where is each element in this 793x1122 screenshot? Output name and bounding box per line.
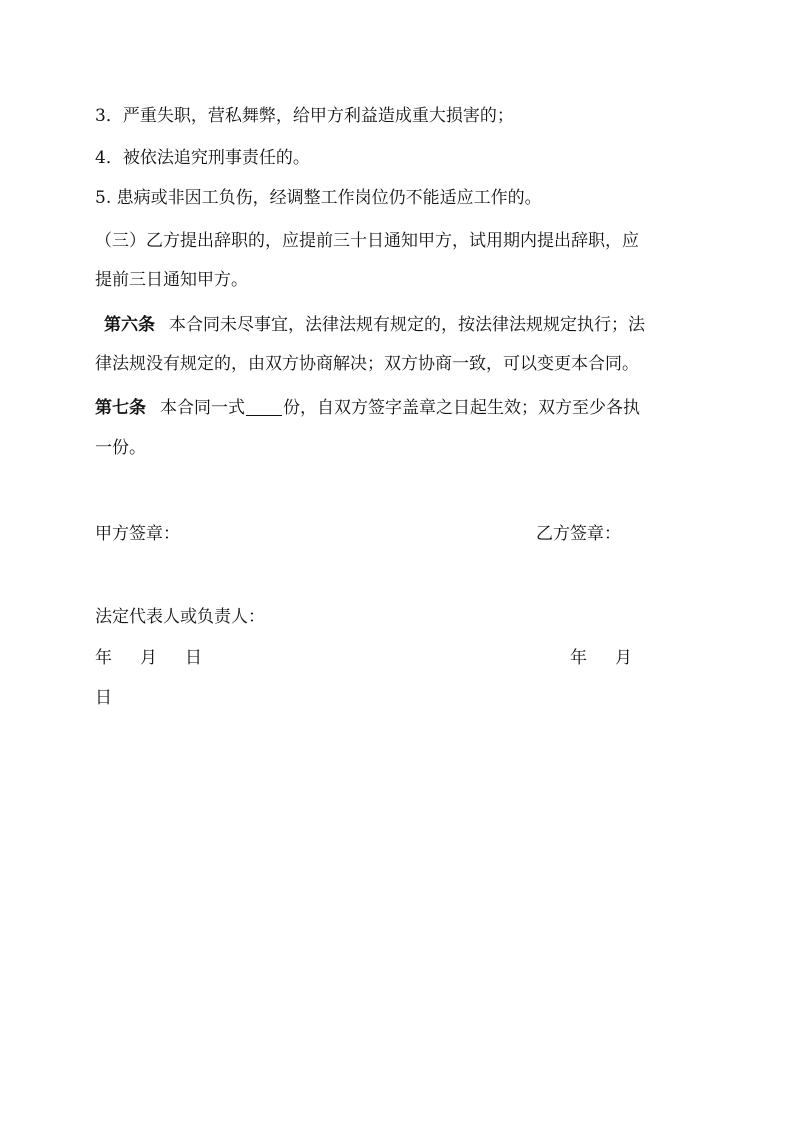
article-7-title: 第七条 — [95, 398, 146, 418]
party-b-date — [570, 646, 632, 670]
resign-clause-line-2: 提前三日通知甲方。 — [95, 270, 248, 290]
copies-blank — [246, 397, 282, 416]
party-a-date — [95, 646, 202, 670]
party-a-day: 日 — [185, 648, 202, 668]
party-b-day: 日 — [95, 688, 112, 708]
party-a-signature-label: 甲方签章： — [95, 524, 180, 544]
article-7-line-2: 一份。 — [95, 438, 146, 458]
clause-item-4: 4．被依法追究刑事责任的。 — [95, 148, 310, 168]
party-a-year: 年 — [95, 648, 112, 668]
article-6-text-1: 本合同未尽事宜，法律法规有规定的，按法律法规规定执行；法 — [169, 315, 645, 335]
article-7-text-post: 份，自双方签字盖章之日起生效；双方至少各执 — [283, 398, 640, 418]
article-7-line-1 — [95, 396, 640, 420]
article-6-line-1 — [104, 313, 645, 337]
article-7-text-pre: 本合同一式 — [160, 398, 245, 418]
party-b-year: 年 — [570, 648, 587, 668]
party-b-signature-label: 乙方签章： — [536, 524, 621, 544]
legal-rep-label: 法定代表人或负责人： — [95, 607, 265, 627]
clause-item-5: 5. 患病或非因工负伤，经调整工作岗位仍不能适应工作的。 — [95, 188, 542, 208]
party-a-month: 月 — [140, 648, 157, 668]
resign-clause-line-1: （三）乙方提出辞职的，应提前三十日通知甲方，试用期内提出辞职，应 — [95, 231, 639, 251]
article-6-line-2: 律法规没有规定的，由双方协商解决；双方协商一致，可以变更本合同。 — [95, 354, 639, 374]
clause-item-3: 3．严重失职，营私舞弊，给甲方利益造成重大损害的； — [95, 106, 514, 126]
article-6-title: 第六条 — [104, 315, 155, 335]
party-b-month: 月 — [615, 648, 632, 668]
